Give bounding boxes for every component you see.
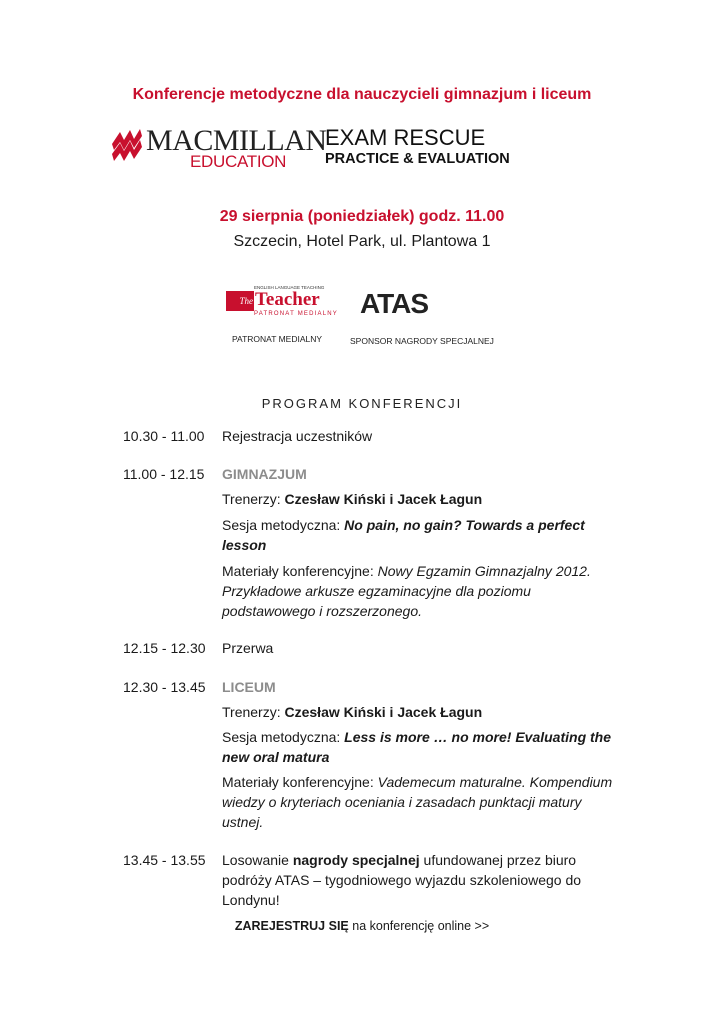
trainers-liceum: [222, 702, 622, 722]
register-link[interactable]: ZAREJESTRUJ SIĘ: [234, 919, 349, 933]
time-gimnazjum: 11.00 - 12.15: [123, 466, 205, 482]
teacher-patronat: PATRONAT MEDIALNY: [254, 311, 338, 317]
section-gimnazjum: GIMNAZJUM: [222, 466, 307, 482]
materials-label: Materiały konferencyjne:: [222, 563, 378, 579]
exam-title: EXAM RESCUE: [325, 125, 486, 150]
time-liceum: 12.30 - 13.45: [123, 679, 206, 695]
materials-title: Nowy Egzamin Gimnazjalny 2012. Przykładowe arkusze egzaminacyjne dla poziomu podstawowego i rozszerzonego.: [222, 563, 591, 619]
text-lottery: [222, 850, 602, 910]
session-gimnazjum: [222, 515, 622, 555]
materials-title: Vademecum maturalne. Kompendium wiedzy o kryteriach oceniania i zasadach punktacji matury ustnej.: [222, 774, 613, 830]
teacher-name: Teacher: [255, 289, 320, 310]
materials-gimnazjum: [222, 561, 622, 621]
time-break: 12.15 - 12.30: [123, 640, 206, 656]
trainers-label: Trenerzy:: [222, 704, 285, 720]
teacher-caption: PATRONAT MEDIALNY: [232, 334, 323, 344]
materials-liceum: [222, 772, 622, 832]
atas-logo-text: ATAS: [360, 288, 429, 319]
the-teacher-logo: [226, 285, 338, 319]
lottery-prize: nagrody specjalnej: [292, 852, 420, 868]
atas-caption: SPONSOR NAGRODY SPECJALNEJ: [350, 336, 494, 346]
register-line: [0, 919, 724, 933]
session-title: No pain, no gain? Towards a perfect lesson: [222, 517, 585, 553]
atas-logo: [360, 288, 450, 318]
teacher-tag: ENGLISH LANGUAGE TEACHING: [254, 285, 325, 290]
section-liceum: LICEUM: [222, 679, 276, 695]
text-reg: Rejestracja uczestników: [222, 428, 373, 444]
lottery-text-a: Losowanie: [222, 852, 293, 868]
lottery-text-b: ufundowanej przez biuro podróży ATAS – tygodniowego wyjazdu szkoleniowego do Londynu!: [222, 852, 582, 908]
time-lottery: 13.45 - 13.55: [123, 852, 206, 868]
macmillan-logo: [110, 122, 327, 174]
trainers-label: Trenerzy:: [222, 491, 285, 507]
teacher-the: The: [239, 296, 253, 306]
trainers-names: Czesław Kiński i Jacek Łagun: [284, 491, 483, 507]
session-liceum: [222, 727, 622, 767]
event-venue: Szczecin, Hotel Park, ul. Plantowa 1: [233, 233, 491, 250]
conference-headline: Konferencje metodyczne dla nauczycieli gimnazjum i liceum: [132, 86, 592, 103]
session-label: Sesja metodyczna:: [222, 517, 345, 533]
teacher-red-block: [226, 291, 254, 311]
logo-main-text: MACMILLAN: [146, 124, 327, 157]
trainers-names: Czesław Kiński i Jacek Łagun: [284, 704, 483, 720]
text-break: Przerwa: [222, 640, 274, 656]
time-reg: 10.30 - 11.00: [123, 428, 205, 444]
exam-subtitle: PRACTICE & EVALUATION: [325, 151, 510, 167]
program-title: PROGRAM KONFERENCJI: [261, 396, 463, 411]
trainers-gimnazjum: [222, 489, 622, 509]
logo-sub-text: EDUCATION: [190, 152, 287, 171]
event-date: 29 sierpnia (poniedziałek) godz. 11.00: [219, 208, 505, 225]
session-label: Sesja metodyczna:: [222, 729, 345, 745]
materials-label: Materiały konferencyjne:: [222, 774, 378, 790]
register-rest[interactable]: na konferencję online >>: [348, 919, 490, 933]
session-title: Less is more … no more! Evaluating the new oral matura: [222, 729, 612, 765]
